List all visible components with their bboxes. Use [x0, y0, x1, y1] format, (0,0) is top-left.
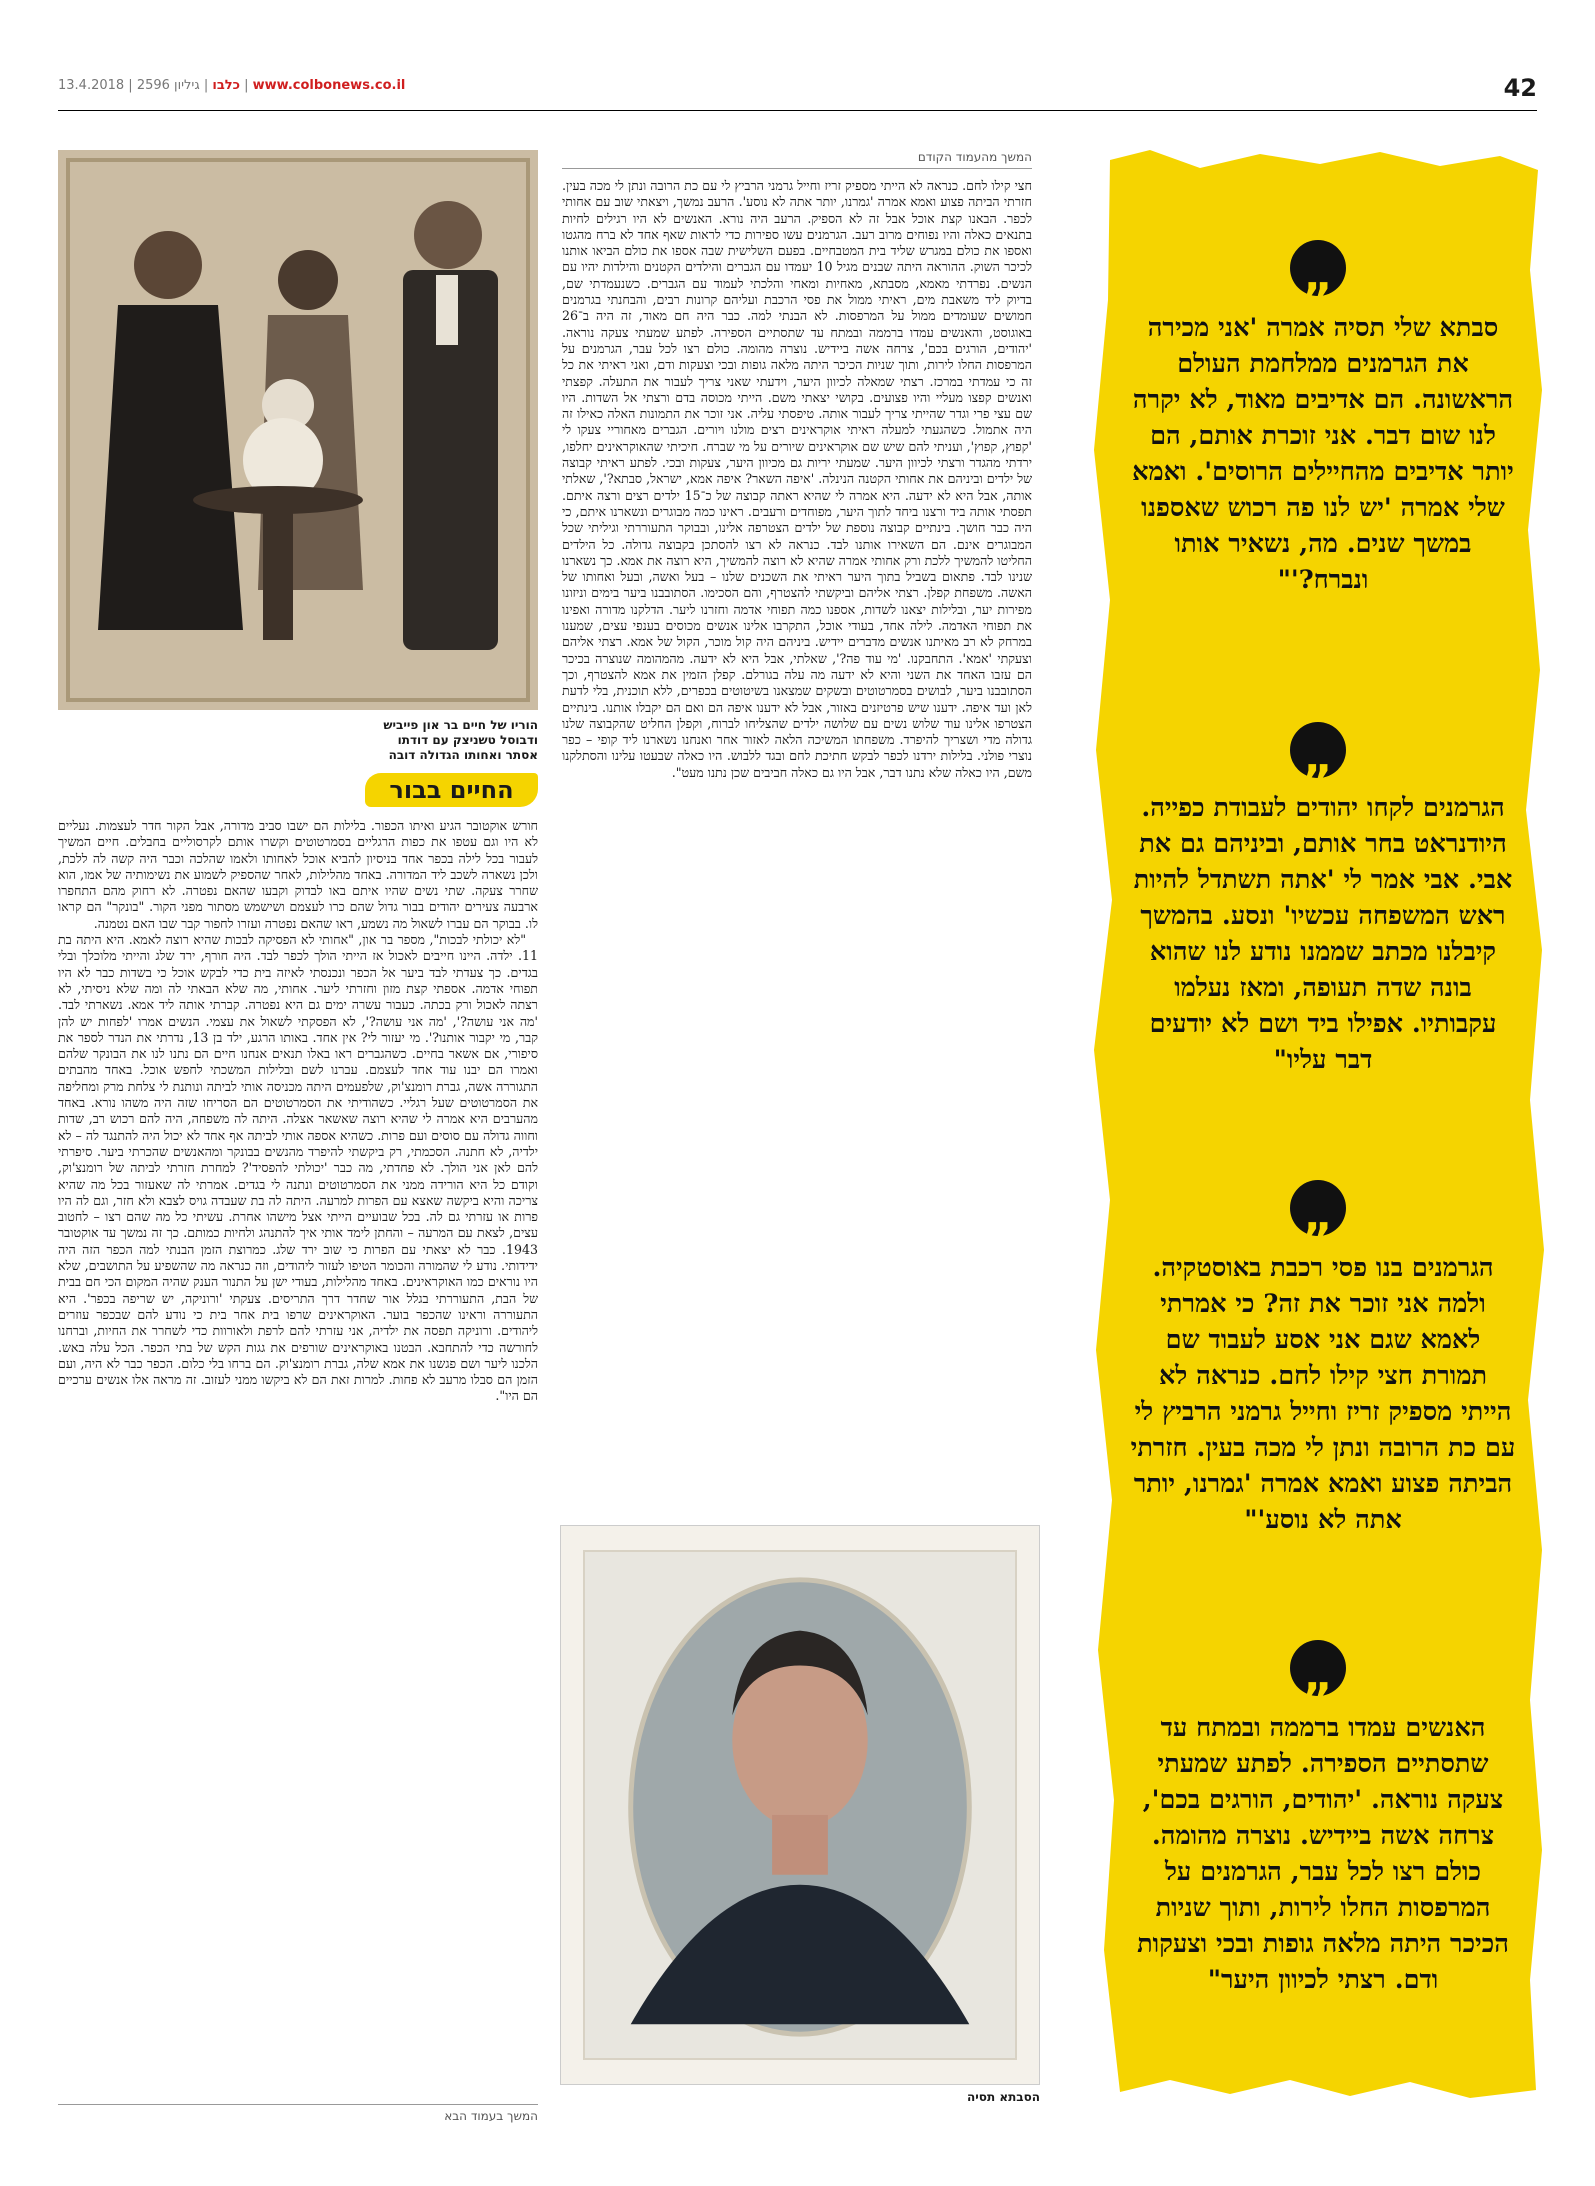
- page-number: 42: [1503, 74, 1537, 102]
- paragraph: חורש אוקטובר הגיע ואיתו הכפור. בלילות הם ישבו סביב מדורה, אבל הקור חדר לעצמות. נעליים לא היו וגם עטפו את כפות הרגליים בסמרטוטים וקשרו אותם לקרסוליים בחבלים. חיים המשיך לעבור בכל לילה בכפר אחד בניסיון להביא אוכל לאחותו ולאמו שהלכה וכבר היה קשה לה ללכת, ולכן נשארה לשכב ליד המדורה. באחד מהלילות, לאחר שהספיק לשמוע את נשימותיה של אמו, הוא שחרר צעקה. שתי נשים שהיו איתם באו לבדוק וקבעו שהאם נפטרה. לא רחוק מהם התחפרו ארבעה צעירים יהודים בבור גדול שהם כרו לעצמם ושישמש מסתור מפני הקור. "בונקר" הם קראו לו. בבוקר הם עברו לשאול מה נשמע, ראו שהאם נפטרה ועזרו לחפור קבר שבו האם נטמנה.: [58, 818, 538, 931]
- portrait-caption: הסבתא תסיה: [967, 2090, 1040, 2104]
- caption-line: הוריו של חיים בר און פייביש: [383, 718, 538, 732]
- family-photo-image: [58, 150, 538, 710]
- caption-line: אסתר ואחותו הגדולה דובה: [388, 748, 538, 762]
- continued-from-previous: המשך מהעמוד הקודם: [562, 150, 1032, 169]
- family-photo: [58, 150, 538, 710]
- continued-next-page: המשך בעמוד הבא: [58, 2104, 538, 2123]
- issue-date: 13.4.2018: [58, 78, 125, 93]
- site-url[interactable]: www.colbonews.co.il: [252, 78, 406, 93]
- issue-number: גיליון 2596: [136, 78, 200, 93]
- caption-line: ודבוסל טשניצק עם דודתו: [397, 733, 538, 747]
- pull-quote-1: סבתא שלי תסיה אמרה 'אני מכירה את הגרמנים ממלחמת העולם הראשונה. הם אדיבים מאוד, לא יקרה לנו שום דבר. אני זוכרת אותם, הם יותר אדיבים מהחיילים הרוסים'. ואמא שלי אמרה 'יש לנו פה רכוש שאספנו במשך שנים. מה, נשאיר אותו ונברח?'": [1132, 313, 1514, 595]
- article-column-middle: [562, 178, 1032, 1478]
- grandmother-portrait: [560, 1525, 1040, 2085]
- pull-quote-3: הגרמנים בנו פסי רכבת באוסטקיה. ולמה אני זוכר את זה? כי אמרתי לאמא שגם אני אסע לעבוד שם תמורת חצי קילו לחם. כנראה לא הייתי מספיק זריז וחייל גרמני הרביץ לי עם כת הרובה ונתן לי מכה בעין. חזרתי הביתה פצוע ואמא אמרה 'גמרנו, יותר אתה לא נוסע'": [1130, 1253, 1516, 1535]
- pull-quote-2: הגרמנים לקחו יהודים לעבודת כפייה. היודנראט בחר אותם, וביניהם גם את אבי. אבי אמר לי 'אתה תשתדל להיות ראש המשפחה עכשיו' ונסע. בהמשך קיבלנו מכתב שממנו נודע לנו שהוא בונה שדה תעופה, ומאז נעלמו עקבותיו. אפילו ביד ושם לא יודעים דבר עליו": [1133, 793, 1513, 1075]
- family-photo-caption: [58, 718, 538, 763]
- section-heading: החיים בבור: [365, 773, 538, 807]
- pull-quote-4: האנשים עמדו ברממה ובמתח עד שתסתיים הספירה. לפתע שמעתי צעקה נוראה. 'יהודים, הורגים בכם', צרחה אשה ביידיש. נוצרה מהומה. כולם רצו לכל עבר, הגרמנים על המרפסות החלו לירות, ותוך שניות הכיכר היתה מלאה גופות ובכי וצעקות ודם. רצתי לכיוון היער": [1137, 1713, 1509, 1995]
- article-column-left: [58, 818, 538, 2100]
- grandmother-portrait-image: [561, 1526, 1039, 2084]
- paragraph: "לא יכולתי לבכות", מספר בר און, "אחותי לא הפסיקה לבכות שהיא רוצה לאמא. היא היתה בת 11. ילדה. היינו חייבים לאכול אז הייתי הולך לכפר לבד. היה חורף, ירד שלג והייתי מלוכלך ובלי בגדים. כך צעדתי לבד ביער אל הכפר ונכנסתי לאיזה בית כדי לבקש אוכל כי בשדות כבר לא היו תפוחי אדמה. אספתי קצת מזון וחזרתי ליער. אחותי, מה שלא הבאתי לה ומה שלא ניסיתי, לא רצתה לאכול ורק בכתה. כעבור עשרה ימים גם היא נפטרה. קברתי אותה ליד אמא. נשארתי לבד. 'מה אני עושה?', 'מה אני עושה?', לא הפסקתי לשאול את עצמי. הנשים אמרו 'לפחות יש להן קבר, מי יקבור אותנו?'. מי יעזור לי? אין אחד. באותו הרגע, ילד בן 13, נדרתי את הנדר לספר את סיפורי, אם אשאר בחיים. כשהגברים ראו באלו תנאים אנחנו חיים הם נתנו לנו את הבונקר שלהם ואמרו הם יבנו עוד אחד לעצמם. עברנו לשם ובלילות המשכתי לחפש אוכל. באחד מהבתים התגוררה אשה, גברת רומנצ'וק, שלפעמים היתה מכניסה אותי לביתה ונותנת לי צלחת מרק ומחליפה את הסמרטוטים שעל רגליי. כשהודיתי את הסמרטוטים הם הסריחו שזה היה משהו נורא. באחד מהערבים היא אמרה לי שהיא רוצה שאשאר אצלה. היתה לה משפחה, היה להם רכוש רב, שדות וחווה גדולה עם סוסים ועם פרות. כשהיא אספה אותי לביתה אף אחד לא יכול היה להתנגד לה – לא ילדיה, לא חתנה. הסכמתי, רק ביקשתי להיפרד מהנשים בבונקר ומהאנשים שהכרתי ביער. סיפרתי להם לאן אני הולך. לא פחדתי, מה כבר 'יכולתי להפסיד'? למחרת חזרתי לביתה של רומנצ'וק, וקודם כל היא הורידה ממני את הסמרטוטים ונתנה לי בגדים. אמרתי לה שאעזור בכל מה שהיא צריכה והיא ביקשה שאצא עם הפרות למרעה. היתה לה בת שעבדה גויס לצבא ולא חזר, וגם לה היו פרות או עזרתי גם לה. בכל שבועיים הייתי אצל מישהו אחרת. עשיתי כל מה שהם רצו – לחטוב עצים, לצאת עם המרעה – והחתן לימד אותי איך להתנהג ולחיות כמותם. כך זה נמשך עד אוקטובר 1943. כבר לא יצאתי עם הפרות כי שוב ירד שלג. כמרוצת הזמן הבנתי למה הכפר הזה היה ידידותי. נודע לי שהמורה והכומר הטיפו לעזור ליהודים, וזה כנראה מה שהשפיע על התושבים, שלא היו נוראים כמו האוקראינים. באחד מהלילות, בעודי ישן על התנור הענק שהיה המקום הכי חם בבית של הבת, התעוררתי בגלל אור שחדר דרך התריסים. צעקתי 'ורוניקה, יש שריפה בכפר'. היא התעוררה וראינו שהכפר בוער. האוקראינים שרפו בית אחר בית כי נודע להם שבכפר עוזרים ליהודים. ורוניקה תפסה את ילדיה, אני עזרתי להם לרפת ולאורוות כדי לשחרר את החיות, וברחנו לחורשה כדי להתחבא. הבטנו באוקראינים שורפים את גגות הקש של בתי הכפר. הכל עלה באש. הלכנו ליער ושם פגשנו את אמא שלה, גברת רומנצ'וק. הם ברחו בלי כלום. הכפר כבר לא היה, ועם הזמן הם סבלו מרעב לא פחות. למרות זאת הם לא ביקשו ממני לעזוב. זה מראה אלו אנשים ערכיים הם היו".: [58, 932, 538, 1404]
- quote-mark-icon: „: [1290, 1180, 1346, 1236]
- pull-quotes-strip: [1090, 150, 1546, 2100]
- issue-meta: www.colbonews.co.il | כלבו | גיליון 2596 | 13.4.2018: [58, 78, 406, 93]
- quote-mark-icon: „: [1290, 1640, 1346, 1696]
- quote-mark-icon: „: [1290, 240, 1346, 296]
- page-header: [58, 70, 1537, 111]
- paragraph: חצי קילו לחם. כנראה לא הייתי מספיק זריז וחייל גרמני הרביץ לי עם כת הרובה ונתן לי מכה בעין. חזרתי הביתה פצוע ואמא אמרה 'גמרנו, יותר אתה לא נוסע'. הרעב נמשך, ויצאתי שוב עם אחותי לכפר. הבאנו קצת אוכל אבל זה לא הספיק. הרעב היה נורא. האנשים לא היו רגילים לחיות בתנאים כאלה והיו נפוחים מרוב רעב. הגרמנים עשו ספירות כדי לראות שאף אחד לא ברח מהגטו ואספו את כולם במגרש שליד בית המטבחיים. בפעם השלישית שבה אספו את כולם הביאו אותנו לכיכר השוק. ההוראה היתה שבנים מגיל 10 יעמדו עם הגברים והילדים הקטנים והילדות יהיו עם הנשים. נפרדתי מאמא, מסבתא, מאחיות ומאחי והלכתי לעמוד עם הגברים. כשנעמדתי שם, בדיוק ליד משאבת מים, ראיתי ממול את פסי הרכבת ועליהם קרונות רבים, והבחנתי בגרמנים חמושים שעומדים ממול על המרפסות. לא הבנתי למה. כבר היה חם מאוד, זה היה ב־26 באוגוסט, והאנשים עמדו ברממה ובמתח עד שתסתיים הספירה. לפתע שמעתי צעקה נוראה. 'יהודים, הורגים בכם', צרחה אשה ביידיש. נוצרה מהומה. כולם רצו לכל עבר, הגרמנים על המרפסות החלו לירות, ותוך שניות הכיכר היתה מלאה גופות ובכי וצעקות ודם, ואני ראיתי את כל זה כי עמדתי במרכז. רצתי שמאלה לכיוון היער, וידעתי שאני צריך לעבור את התעלה. קפצתי ואנשים קפצו מעליי והיו פצועים. בקושי יצאתי משם. הייתי מכוסה בדם ורצתי אל השדות. היו שם עצי פרי וגדר שהייתי צריך לעבור אותה. טיפסתי עליה. אני זוכר את התמונות האלה כאילו זה היה אתמול. כשהגעתי למעלה ראיתי אוקראינים רצים מולנו ויורים. הגברים מאחוריי צעקו לי 'קפוץ, קפוץ', ועניתי להם שיש שם אוקראינים שיורים על מי שברח. חיכיתי שהאוקראינים יחלפו, ירדתי מהגדר ורצתי לכיוון היער. שמעתי יריות גם מכיוון היער, צעקות ובכי. לפתע ראיתי קבוצה של ילדים וביניהם את אחותי הקטנה הנינלה. 'איפה השאר? איפה אמא, ישראל, סבתא?', שאלתי אותה, אבל היא לא ידעה. היא אמרה לי שהיא ראתה קבוצה של כ־15 ילדים רצים ורצה איתם. תפסתי אותה ביד ורצנו ביחד לתוך היער, מפוחדים ורעבים. ראינו כמה מבוגרים ונשארנו איתם, כי היה כבר חושך. בינתיים קבוצה נוספת של ילדים הצטרפה אלינו, ובבוקר התעוררתי וגיליתי שכל המבוגרים אינם. הם השאירו אותנו לבד. כנראה לא רצו להסתכן בקבוצה גדולה. כל הילדים החליטו להמשיך ללכת ורק אחותי אמרה שהיא לא רוצה להמשיך, היא רוצה את אמא. כך נשארנו שנינו לבד. פתאום בשביל בתוך היער ראיתי את השכנים שלנו – בעל ואשה, ובעל ואחותו של האשה. משפחת קפלן. רצתי אליהם וביקשתי להצטרף, והם הסכימו. הסתובבנו ביער בימים וניזונו מפירות יער, ובלילות יצאנו לשדות, אספנו כמה תפוחי אדמה וחזרנו ליער. הדלקנו מדורה ואפינו את תפוחי האדמה. לילה אחד, בעודי אוכל, התקרבו אלינו אנשים מכוסים בענפי עצים, שמענו במרחק לא רב מאיתנו אנשים מדברים יידיש. ביניהם היה קול מוכר, הקול של אמא. רצתי אליהם וצעקתי 'אמא'. התחבקנו. 'מי עוד פה?', שאלתי, אבל היא לא ידעה. מהמהומה שנוצרה בכיכר הם עזבו האחד את השני והיא לא ידעה מה עלה בגורלם. קפלן הזמין את אמא להצטרף, וכך הסתובבנו ביער, לבושים בסמרטוטים ובשקים שמצאנו בשיטוטים בכפרים, ללא תוכנית, בלי לדעת לאן ועד איפה. ידענו שיש פרטיזנים באזור, אבל לא ידענו איפה הם ואם הם יקבלו אותנו. בינתיים הצטרפו אלינו עוד שלוש נשים עם שלושה ילדים שהצליחו לברוח, וקפלן החליט שהקבוצה שלנו גדולה מדי ושצריך להיפרד. משפחתו המשיכה הלאה לאזור אחר ואנחנו נשארנו ליד קופי – כפר נוצרי פולני. בלילות ירדנו לכפר לבקש חתיכת לחם ובגד ללבוש. היו כאלה שבעטו עלינו והסתלקנו משם, היו כאלה שלא נתנו דבר, אבל היו גם כאלה חביבים שכן נתנו מעט".: [562, 178, 1032, 780]
- quote-mark-icon: „: [1290, 722, 1346, 778]
- brand-name: כלבו: [212, 78, 240, 93]
